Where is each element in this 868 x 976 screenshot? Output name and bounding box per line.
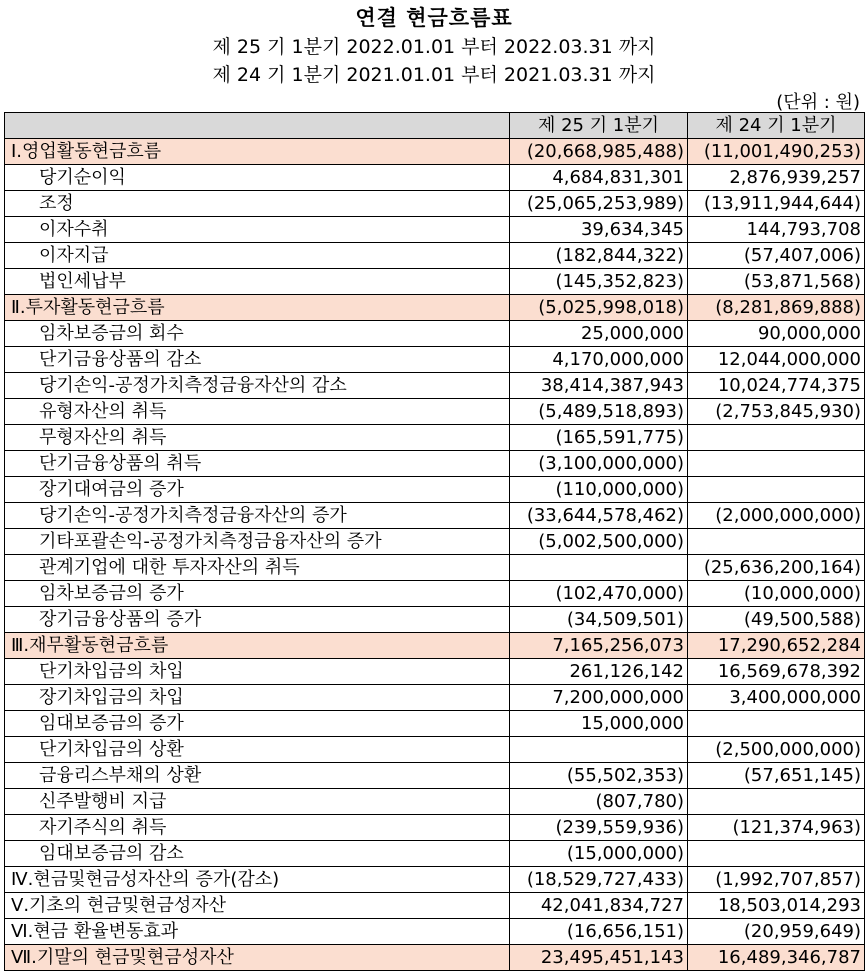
current-value: (807,780) bbox=[510, 789, 688, 815]
current-value: 15,000,000 bbox=[510, 711, 688, 737]
row-label: 무형자산의 취득 bbox=[5, 425, 510, 451]
report-title: 연결 현금흐름표 bbox=[355, 6, 513, 30]
prior-value: (53,871,568) bbox=[688, 269, 865, 295]
prior-value: 17,290,652,284 bbox=[688, 633, 865, 659]
row-label: Ⅳ.현금및현금성자산의 증가(감소) bbox=[5, 867, 510, 893]
prior-value: 3,400,000,000 bbox=[688, 685, 865, 711]
row-label: Ⅲ.재무활동현금흐름 bbox=[5, 633, 510, 659]
current-value: (16,656,151) bbox=[510, 919, 688, 945]
prior-value: 12,044,000,000 bbox=[688, 347, 865, 373]
current-value: 25,000,000 bbox=[510, 321, 688, 347]
row-label: 장기차입금의 차입 bbox=[5, 685, 510, 711]
table-row bbox=[5, 789, 865, 815]
table-row bbox=[5, 451, 865, 477]
row-label: 장기대여금의 증가 bbox=[5, 477, 510, 503]
prior-value bbox=[688, 451, 865, 477]
table-row bbox=[5, 763, 865, 789]
row-label: 기타포괄손익-공정가치측정금융자산의 증가 bbox=[5, 529, 510, 555]
current-value: (33,644,578,462) bbox=[510, 503, 688, 529]
row-label: 단기차입금의 상환 bbox=[5, 737, 510, 763]
prior-value: 18,503,014,293 bbox=[688, 893, 865, 919]
table-row bbox=[5, 477, 865, 503]
table-row bbox=[5, 347, 865, 373]
table-row bbox=[5, 659, 865, 685]
current-value: (182,844,322) bbox=[510, 243, 688, 269]
table-row bbox=[5, 191, 865, 217]
current-value: (5,002,500,000) bbox=[510, 529, 688, 555]
prior-value: 2,876,939,257 bbox=[688, 165, 865, 191]
section-row bbox=[5, 139, 865, 165]
prior-value: (2,000,000,000) bbox=[688, 503, 865, 529]
row-label: 신주발행비 지급 bbox=[5, 789, 510, 815]
current-value: (25,065,253,989) bbox=[510, 191, 688, 217]
row-label: Ⅱ.투자활동현금흐름 bbox=[5, 295, 510, 321]
current-value: (55,502,353) bbox=[510, 763, 688, 789]
unit-label: (단위 : 원) bbox=[776, 92, 860, 113]
row-label: 자기주식의 취득 bbox=[5, 815, 510, 841]
prior-value bbox=[688, 841, 865, 867]
column-header-prior: 제 24 기 1분기 bbox=[688, 113, 865, 139]
prior-value: (1,992,707,857) bbox=[688, 867, 865, 893]
row-label: 단기금융상품의 감소 bbox=[5, 347, 510, 373]
table-header-row bbox=[5, 113, 865, 139]
current-value: (165,591,775) bbox=[510, 425, 688, 451]
current-value: 42,041,834,727 bbox=[510, 893, 688, 919]
current-value: 4,684,831,301 bbox=[510, 165, 688, 191]
table-row bbox=[5, 737, 865, 763]
prior-value: (2,500,000,000) bbox=[688, 737, 865, 763]
table-row bbox=[5, 269, 865, 295]
table-row bbox=[5, 815, 865, 841]
table-row bbox=[5, 555, 865, 581]
current-value: (34,509,501) bbox=[510, 607, 688, 633]
row-label: 법인세납부 bbox=[5, 269, 510, 295]
current-value bbox=[510, 555, 688, 581]
row-label: 당기손익-공정가치측정금융자산의 증가 bbox=[5, 503, 510, 529]
column-header-label bbox=[5, 113, 510, 139]
prior-value: 144,793,708 bbox=[688, 217, 865, 243]
current-value: 38,414,387,943 bbox=[510, 373, 688, 399]
period-prior: 제 24 기 1분기 2021.01.01 부터 2021.03.31 까지 bbox=[212, 64, 656, 86]
current-value: 23,495,451,143 bbox=[510, 945, 688, 971]
table-row bbox=[5, 373, 865, 399]
table-row bbox=[5, 217, 865, 243]
current-value: (239,559,936) bbox=[510, 815, 688, 841]
row-label: Ⅵ.현금 환율변동효과 bbox=[5, 919, 510, 945]
total-row bbox=[5, 919, 865, 945]
table-row bbox=[5, 685, 865, 711]
row-label: 당기순이익 bbox=[5, 165, 510, 191]
row-label: Ⅴ.기초의 현금및현금성자산 bbox=[5, 893, 510, 919]
cash-flow-table bbox=[4, 112, 865, 971]
prior-value: 10,024,774,375 bbox=[688, 373, 865, 399]
table-row bbox=[5, 321, 865, 347]
section-row bbox=[5, 633, 865, 659]
prior-value: (2,753,845,930) bbox=[688, 399, 865, 425]
table-row bbox=[5, 399, 865, 425]
row-label: 임대보증금의 감소 bbox=[5, 841, 510, 867]
row-label: 금융리스부채의 상환 bbox=[5, 763, 510, 789]
row-label: Ⅶ.기말의 현금및현금성자산 bbox=[5, 945, 510, 971]
table-row bbox=[5, 503, 865, 529]
prior-value: (11,001,490,253) bbox=[688, 139, 865, 165]
table-row bbox=[5, 607, 865, 633]
prior-value bbox=[688, 529, 865, 555]
current-value: (102,470,000) bbox=[510, 581, 688, 607]
column-header-current: 제 25 기 1분기 bbox=[510, 113, 688, 139]
current-value: 4,170,000,000 bbox=[510, 347, 688, 373]
row-label: 이자지급 bbox=[5, 243, 510, 269]
row-label: 단기금융상품의 취득 bbox=[5, 451, 510, 477]
table-row bbox=[5, 841, 865, 867]
prior-value: (8,281,869,888) bbox=[688, 295, 865, 321]
prior-value: (10,000,000) bbox=[688, 581, 865, 607]
current-value bbox=[510, 737, 688, 763]
prior-value: 16,569,678,392 bbox=[688, 659, 865, 685]
table-row bbox=[5, 425, 865, 451]
current-value: 261,126,142 bbox=[510, 659, 688, 685]
prior-value: (57,407,006) bbox=[688, 243, 865, 269]
current-value: 39,634,345 bbox=[510, 217, 688, 243]
prior-value: (49,500,588) bbox=[688, 607, 865, 633]
row-label: 단기차입금의 차입 bbox=[5, 659, 510, 685]
prior-value bbox=[688, 789, 865, 815]
current-value: (20,668,985,488) bbox=[510, 139, 688, 165]
row-label: 장기금융상품의 증가 bbox=[5, 607, 510, 633]
table-row bbox=[5, 165, 865, 191]
prior-value bbox=[688, 425, 865, 451]
period-current: 제 25 기 1분기 2022.01.01 부터 2022.03.31 까지 bbox=[212, 36, 656, 58]
prior-value: (57,651,145) bbox=[688, 763, 865, 789]
section-row bbox=[5, 945, 865, 971]
prior-value bbox=[688, 711, 865, 737]
current-value: (3,100,000,000) bbox=[510, 451, 688, 477]
current-value: (5,025,998,018) bbox=[510, 295, 688, 321]
table-row bbox=[5, 529, 865, 555]
row-label: 이자수취 bbox=[5, 217, 510, 243]
prior-value bbox=[688, 477, 865, 503]
prior-value: (20,959,649) bbox=[688, 919, 865, 945]
row-label: 임차보증금의 회수 bbox=[5, 321, 510, 347]
current-value: 7,200,000,000 bbox=[510, 685, 688, 711]
current-value: (145,352,823) bbox=[510, 269, 688, 295]
row-label: Ⅰ.영업활동현금흐름 bbox=[5, 139, 510, 165]
row-label: 당기손익-공정가치측정금융자산의 감소 bbox=[5, 373, 510, 399]
section-row bbox=[5, 295, 865, 321]
row-label: 관계기업에 대한 투자자산의 취득 bbox=[5, 555, 510, 581]
row-label: 임대보증금의 증가 bbox=[5, 711, 510, 737]
prior-value: (121,374,963) bbox=[688, 815, 865, 841]
total-row bbox=[5, 867, 865, 893]
prior-value: 90,000,000 bbox=[688, 321, 865, 347]
table-row bbox=[5, 581, 865, 607]
current-value: (110,000,000) bbox=[510, 477, 688, 503]
current-value: (18,529,727,433) bbox=[510, 867, 688, 893]
current-value: (5,489,518,893) bbox=[510, 399, 688, 425]
row-label: 조정 bbox=[5, 191, 510, 217]
row-label: 임차보증금의 증가 bbox=[5, 581, 510, 607]
table-row bbox=[5, 243, 865, 269]
row-label: 유형자산의 취득 bbox=[5, 399, 510, 425]
prior-value: 16,489,346,787 bbox=[688, 945, 865, 971]
table-row bbox=[5, 711, 865, 737]
prior-value: (13,911,944,644) bbox=[688, 191, 865, 217]
prior-value: (25,636,200,164) bbox=[688, 555, 865, 581]
current-value: 7,165,256,073 bbox=[510, 633, 688, 659]
total-row bbox=[5, 893, 865, 919]
current-value: (15,000,000) bbox=[510, 841, 688, 867]
